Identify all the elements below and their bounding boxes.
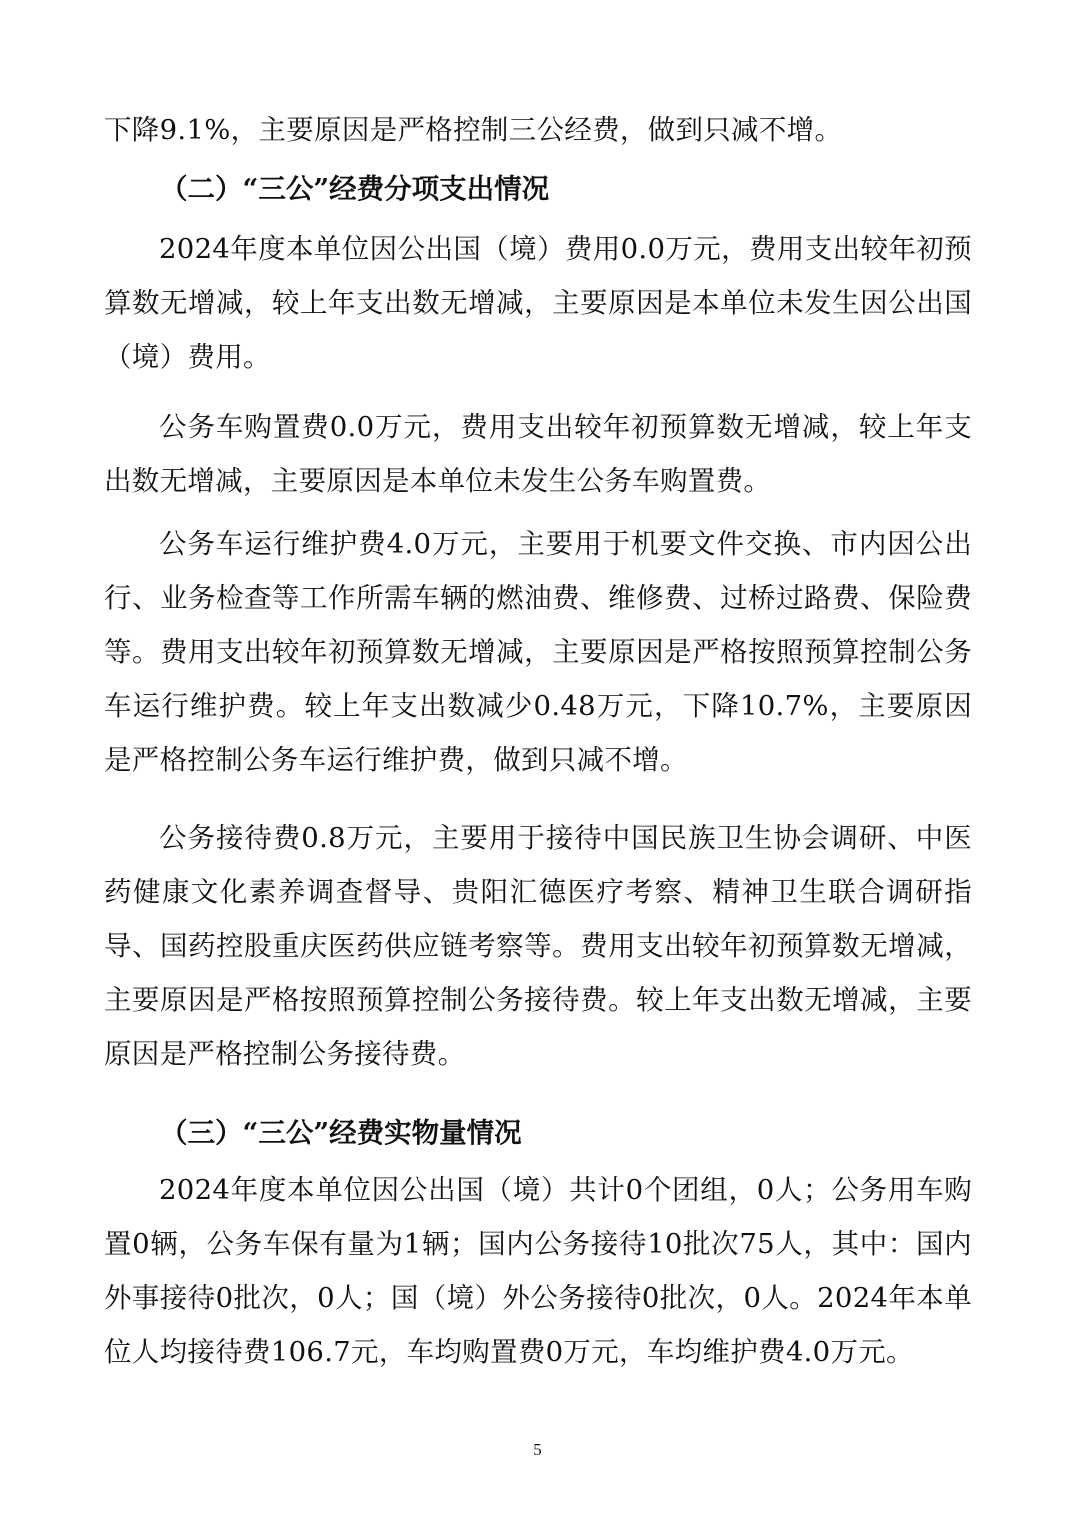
paragraph-vehicle-maintenance: 公务车运行维护费4.0万元，主要用于机要文件交换、市内因公出行、业务检查等工作所需车辆的燃油费、维修费、过桥过路费、保险费等。费用支出较年初预算数无增减，主要原因是严格按照预算控制公务车运行维护费。较上年支出数减少0.48万元，下降10.7%，主要原因是严格控制公务车运行维护费，做到只减不增。	[104, 528, 972, 777]
section-heading-itemized-expenses: （二）“三公”经费分项支出情况	[160, 173, 550, 205]
paragraph-vehicle-purchase: 公务车购置费0.0万元，费用支出较年初预算数无增减，较上年支出数无增减，主要原因是本单位未发生公务车购置费。	[104, 411, 972, 498]
paragraph-overseas-expenses: 2024年度本单位因公出国（境）费用0.0万元，费用支出较年初预算数无增减，较上年支出数无增减，主要原因是本单位未发生因公出国（境）费用。	[104, 233, 972, 374]
paragraph-reception-expenses: 公务接待费0.8万元，主要用于接待中国民族卫生协会调研、中医药健康文化素养调查督导、贵阳汇德医疗考察、精神卫生联合调研指导、国药控股重庆医药供应链考察等。费用支出较年初预算数无增减，主要原因是严格按照预算控制公务接待费。较上年支出数无增减，主要原因是严格控制公务接待费。	[104, 822, 972, 1071]
page-number: 5	[533, 1440, 542, 1459]
section-heading-physical-quantities: （三）“三公”经费实物量情况	[160, 1117, 522, 1149]
continuation-paragraph: 下降9.1%，主要原因是严格控制三公经费，做到只减不增。	[104, 114, 843, 146]
paragraph-physical-quantities: 2024年度本单位因公出国（境）共计0个团组，0人；公务用车购置0辆，公务车保有量为1辆；国内公务接待10批次75人，其中：国内外事接待0批次，0人；国（境）外公务接待0批次，0人。2024年本单位人均接待费106.7元，车均购置费0万元，车均维护费4.0万元。	[104, 1174, 972, 1369]
